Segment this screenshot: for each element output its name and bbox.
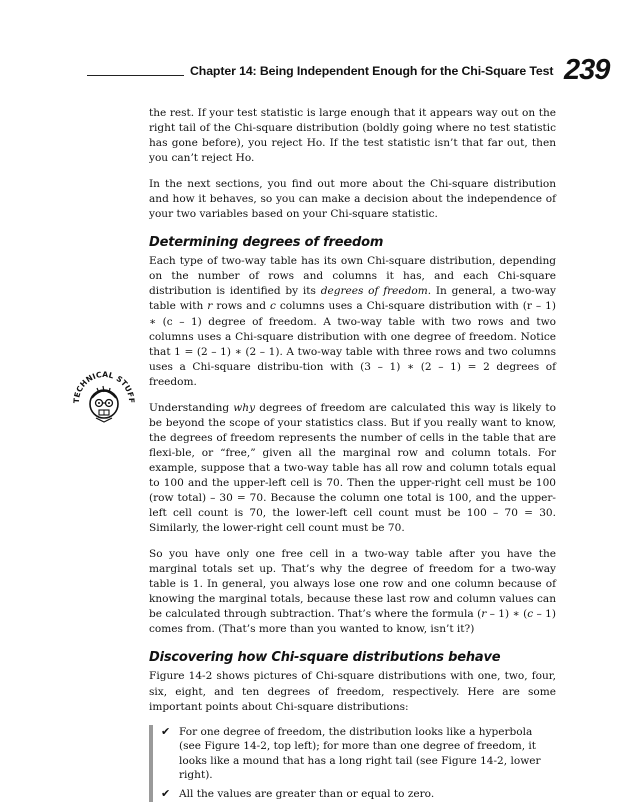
paragraph: In the next sections, you find out more about the Chi-square distribution and how it behaves, so you can make a decision about the independence of your two variables based on your Chi-square statistic. [149, 178, 556, 221]
page-body [149, 106, 556, 806]
header-rule [87, 75, 184, 76]
checkmark-icon: ✔ [161, 724, 171, 738]
list-item: ✔ For one degree of freedom, the distribution looks like a hyperbola (see Figure 14-2, top left); for more than one degree of freedom, it looks like a mound that has a long right tail (see Figure 14-2, lower right). [161, 724, 541, 782]
paragraph: Figure 14-2 shows pictures of Chi-square distributions with one, two, four, six, eight, and ten degrees of freedom, respectively. Here are some important points about Chi-square distributions: [149, 670, 556, 713]
paragraph: Each type of two-way table has its own Chi-square distribution, depending on the number of rows and columns it has, and each Chi-square distribution is identified by its degrees of freedom. In general, a two-way table with r rows and c columns uses a Chi-square distribution with (r – 1) ∗ (c – 1) degree of freedom. A two-way table with two rows and two columns uses a Chi-square distribution with one degree of freedom. Notice that 1 = (2 – 1) ∗ (2 – 1). A two-way table with three rows and two columns uses a Chi-square distribu-tion with (3 – 1) ∗ (2 – 1) = 2 degrees of freedom. [149, 255, 557, 388]
page-number: 239 [564, 54, 610, 86]
chapter-title: Chapter 14: Being Independent Enough for the Chi-Square Test [190, 64, 554, 78]
section-heading: Discovering how Chi-square distributions behave [149, 650, 501, 666]
badge-text: TECHNICAL STUFF [71, 369, 137, 404]
section-heading: Determining degrees of freedom [149, 235, 384, 251]
emphasis-why: why [233, 401, 256, 414]
bullet-list [149, 725, 556, 802]
paragraph: So you have only one free cell in a two-way table after you have the marginal totals set up. That’s why the degree of freedom for a two-way table is 1. In general, you always lose one row and one column because of knowing the marginal totals, because these last row and column values can be calculated through subtraction. That’s where the formula (r – 1) ∗ (c – 1) comes from. (That’s more than you wanted to know, isn’t it?) [149, 548, 556, 636]
paragraph: the rest. If your test statistic is large enough that it appears way out on the right tail of the Chi-square distribution (boldly going where no test statistic has gone before), you reject Ho. If the test statistic isn’t that far out, then you can’t reject Ho. [149, 107, 556, 165]
term-degrees-of-freedom: degrees of freedom [320, 285, 428, 298]
paragraph: Understanding why degrees of freedom are calculated this way is likely to be beyond the scope of your statistics class. But if you really want to know, the degrees of freedom represents the number of cells in the table that are flexi-ble, or “free,” given all the marginal row and column totals. For example, suppose that a two-way table has all row and column totals equal to 100 and the upper-left cell is 70. Then the upper-right cell must be 100 (row total) – 30 = 70. Because the column one total is 100, and the upper-left cell count is 70, the lower-left cell count must be 100 – 70 = 30. Similarly, the lower-right cell count must be 70. [149, 401, 556, 535]
technical-stuff-icon [70, 362, 138, 430]
checkmark-icon: ✔ [161, 786, 171, 800]
list-item: ✔ All the values are greater than or equal to zero. [161, 786, 435, 800]
